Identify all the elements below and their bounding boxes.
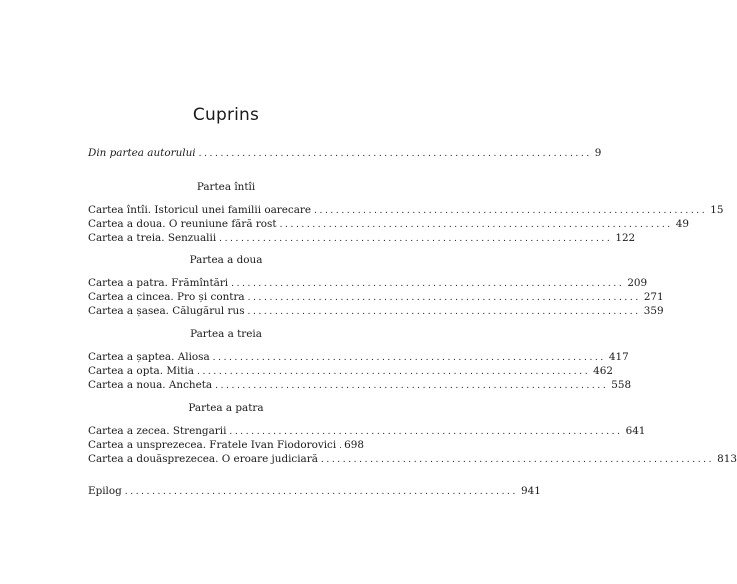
entry-title: Epilog (88, 485, 122, 497)
entry-title: Cartea a douăsprezecea. O eroare judiciară (88, 453, 318, 465)
entry-page-number: 9 (594, 147, 602, 159)
entry-page-number: 813 (717, 453, 737, 465)
entry-title: Cartea a șaptea. Aliosa (88, 351, 210, 363)
toc-entry (88, 217, 689, 231)
dot-leader: ........................................................................ (279, 220, 673, 230)
toc-entry (88, 378, 632, 392)
entry-page-number: 122 (615, 232, 636, 244)
entry-title: Cartea a zecea. Strengarii (88, 425, 227, 437)
toc-entry (88, 231, 636, 245)
part-heading: Partea întîi (196, 181, 256, 193)
entry-page-number: 271 (643, 291, 664, 303)
entry-page-number: 359 (643, 305, 664, 317)
entry-title: Cartea a șasea. Călugărul rus (88, 305, 245, 317)
dot-leader: ........................................................................ (196, 367, 591, 377)
dot-leader: ........................................................................ (320, 455, 715, 465)
entry-title: Cartea a noua. Ancheta (88, 379, 213, 391)
dot-leader: ........................................................................ (314, 206, 708, 216)
dot-leader (339, 439, 341, 453)
entry-page-number: 462 (593, 365, 614, 377)
entry-title: Cartea întîi. Istoricul unei familii oarecare (88, 204, 312, 216)
dot-leader: ........................................................................ (247, 307, 641, 317)
entry-title: Cartea a patra. Frămîntări (88, 277, 229, 289)
toc-entry (88, 438, 364, 452)
toc-entry-epilog (88, 484, 541, 498)
entry-page-number: 209 (627, 277, 648, 289)
part-heading: Partea a patra (188, 402, 264, 414)
toc-entry (88, 364, 614, 378)
entry-page-number: 15 (710, 204, 724, 216)
page-title: Cuprins (192, 105, 260, 125)
dot-leader: ........................................................................ (219, 234, 613, 244)
entry-page-number: 558 (611, 379, 632, 391)
part-heading: Partea a treia (190, 328, 262, 340)
dot-leader: ........................................................................ (198, 149, 592, 159)
dot-leader: ........................................................................ (212, 353, 606, 363)
toc-entry (88, 350, 629, 364)
toc-entry-intro (88, 146, 602, 160)
dot-leader: ........................................................................ (247, 293, 641, 303)
entry-title: Cartea a treia. Senzualii (88, 232, 217, 244)
dot-leader: ........................................................................ (215, 381, 609, 391)
dot-leader: ........................................................................ (231, 279, 625, 289)
entry-title: Din partea autorului (88, 147, 196, 159)
entry-title: Cartea a cincea. Pro și contra (88, 291, 245, 303)
entry-title: Cartea a opta. Mitia (88, 365, 194, 377)
toc-entry (88, 304, 664, 318)
toc-entry (88, 276, 648, 290)
toc-entry (88, 203, 724, 217)
toc-entry (88, 452, 737, 466)
entry-page-number: 417 (608, 351, 629, 363)
toc-entry (88, 424, 646, 438)
dot-leader: ........................................................................ (124, 487, 518, 497)
entry-page-number: 698 (344, 439, 364, 451)
toc-entry (88, 290, 664, 304)
dot-leader: ........................................................................ (229, 427, 623, 437)
entry-page-number: 641 (625, 425, 646, 437)
entry-title: Cartea a doua. O reuniune fără rost (88, 218, 277, 230)
entry-page-number: 49 (675, 218, 689, 230)
entry-page-number: 941 (520, 485, 541, 497)
entry-title: Cartea a unsprezecea. Fratele Ivan Fiodorovici (88, 439, 337, 451)
part-heading: Partea a doua (189, 254, 263, 266)
